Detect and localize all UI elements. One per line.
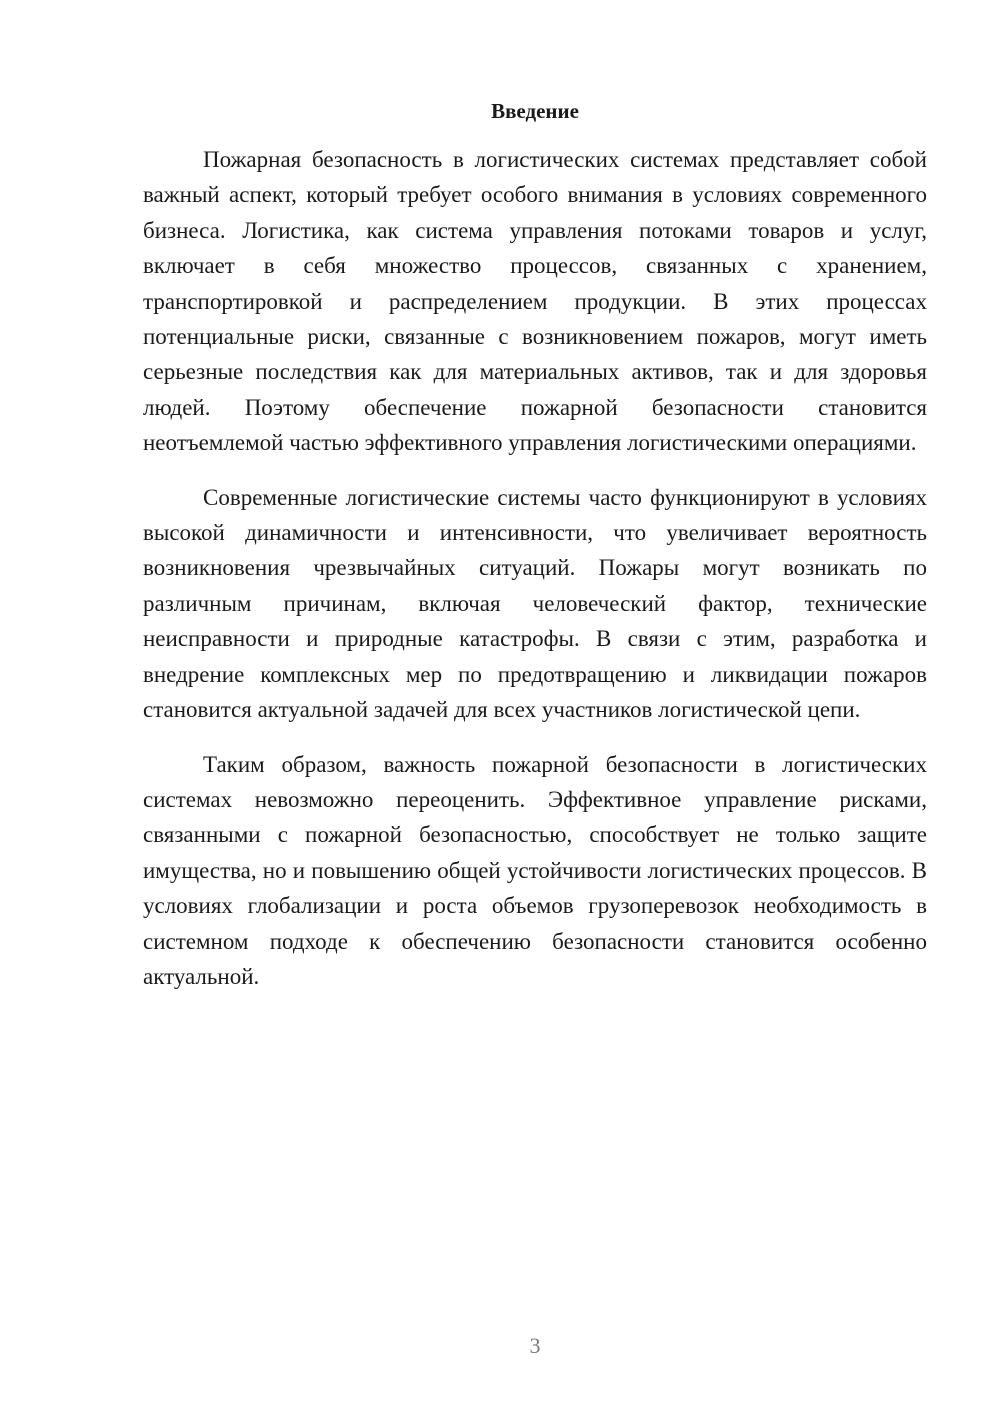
section-title: Введение	[491, 99, 579, 123]
body-text	[143, 142, 927, 1013]
page-number: 3	[529, 1333, 541, 1358]
paragraph-2: Современные логистические системы часто функционируют в условиях высокой динамичности и интенсивности, что увеличивает вероятность возникновения чрезвычайных ситуаций. Пожары могут возникать по различным причинам, включая человеческий фактор, технические неисправности и природные катастрофы. В связи с этим, разработка и внедрение комплексных мер по предотвращению и ликвидации пожаров становится актуальной задачей для всех участников логистической цепи.	[143, 484, 927, 723]
paragraph-1: Пожарная безопасность в логистических системах представляет собой важный аспект, который требует особого внимания в условиях современного бизнеса. Логистика, как система управления потоками товаров и услуг, включает в себя множество процессов, связанных с хранением, транспортировкой и распределением продукции. В этих процессах потенциальные риски, связанные с возникновением пожаров, могут иметь серьезные последствия как для материальных активов, так и для здоровья людей. Поэтому обеспечение пожарной безопасности становится неотъемлемой частью эффективного управления логистическими операциями.	[143, 147, 927, 456]
paragraph-3: Таким образом, важность пожарной безопасности в логистических системах невозможно переоценить. Эффективное управление рисками, связанными с пожарной безопасностью, способствует не только защите имущества, но и повышению общей устойчивости логистических процессов. В условиях глобализации и роста объемов грузоперевозок необходимость в системном подходе к обеспечению безопасности становится особенно актуальной.	[143, 751, 927, 989]
